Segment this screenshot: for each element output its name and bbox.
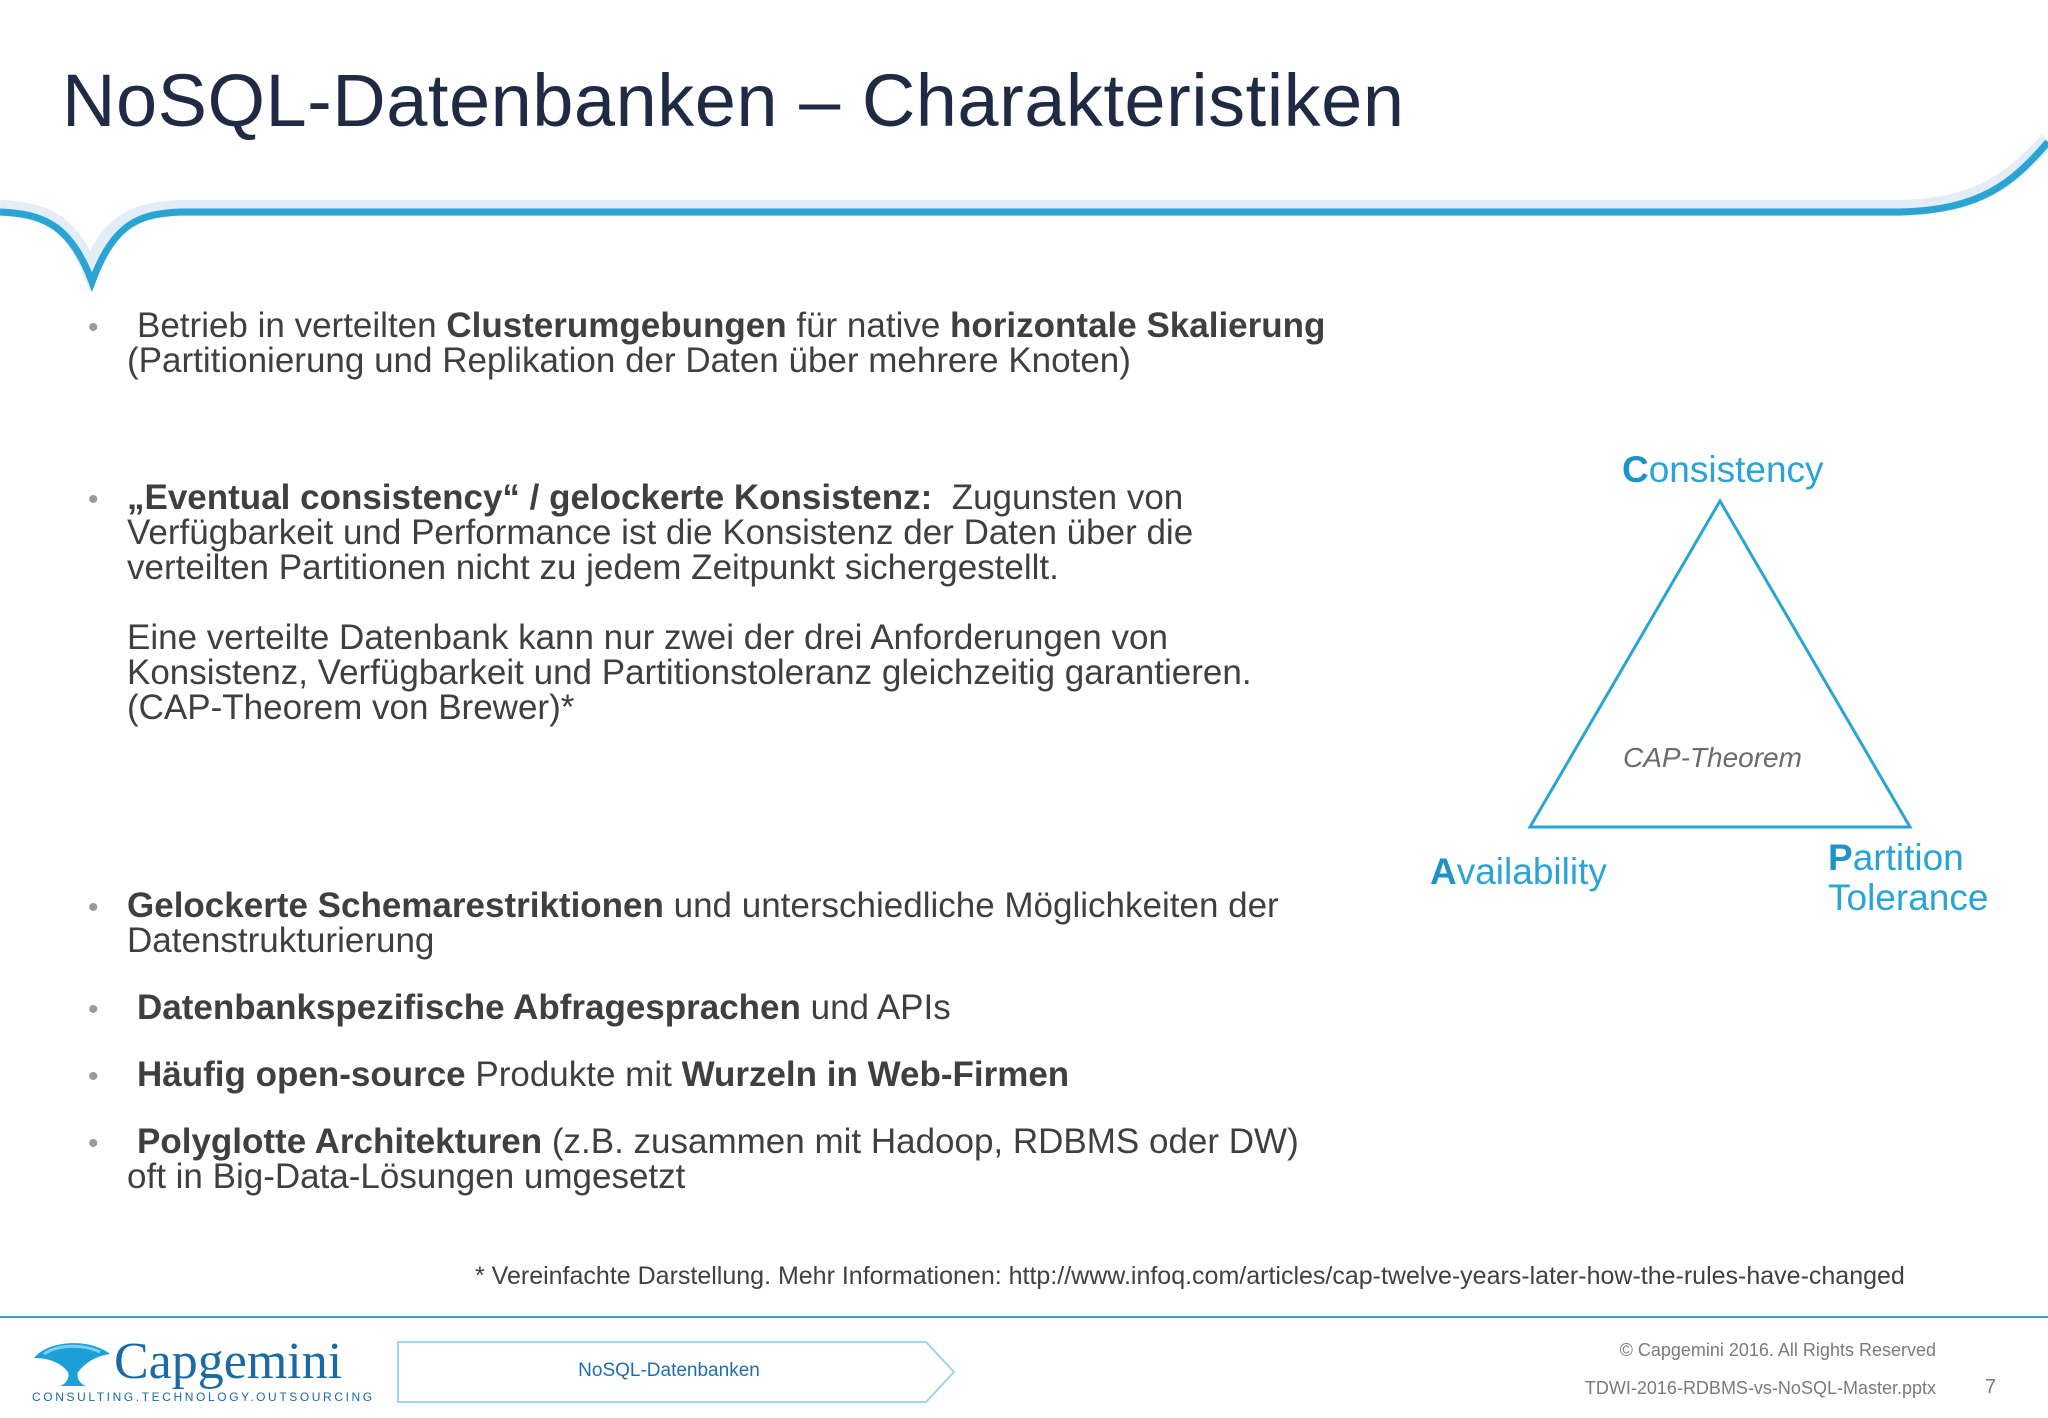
- bullet-text: für native: [786, 306, 951, 345]
- bullet-dot: •: [88, 1060, 99, 1093]
- bullet-text: und APIs: [800, 988, 951, 1027]
- bullet-bold-text: Clusterumgebungen: [446, 306, 787, 345]
- cap-label-rest: artition: [1852, 837, 1964, 878]
- bullet-line: Konsistenz, Verfügbarkeit und Partitionstoleranz gleichzeitig garantieren.: [127, 653, 1252, 692]
- bullet-line: [127, 1124, 1467, 1159]
- bullet-line: Eine verteilte Datenbank kann nur zwei der drei Anforderungen von: [127, 618, 1168, 657]
- capgemini-spade-icon: [30, 1332, 114, 1388]
- bullet-item: [88, 888, 1467, 958]
- bullet-line: (CAP-Theorem von Brewer)*: [127, 688, 575, 727]
- cap-label-rest: onsistency: [1648, 449, 1824, 490]
- bullet-paragraph: [127, 620, 1252, 725]
- bullet-line: oft in Big-Data-Lösungen umgesetzt: [127, 1157, 686, 1196]
- cap-initial: C: [1622, 449, 1649, 490]
- bullet-line: (Partitionierung und Replikation der Daten über mehrere Knoten): [127, 341, 1131, 380]
- bullet-list: [88, 306, 1428, 1196]
- bullet-line: verteilten Partitionen nicht zu jedem Zeitpunkt sichergestellt.: [127, 548, 1059, 587]
- bullet-dot: •: [88, 993, 99, 1026]
- bullet-dot: •: [88, 311, 99, 344]
- footer-section-label: NoSQL-Datenbanken: [578, 1360, 760, 1381]
- copyright-text: © Capgemini 2016. All Rights Reserved: [1619, 1340, 1936, 1360]
- bullet-bold-text: Datenbankspezifische Abfragesprachen: [137, 988, 801, 1027]
- cap-availability-label: [1430, 852, 1607, 892]
- cap-initial: P: [1828, 837, 1853, 878]
- bullet-dot: •: [88, 891, 99, 924]
- bullet-item: [88, 1124, 1467, 1194]
- bullet-bold-text: Gelockerte Schemarestriktionen: [127, 886, 664, 925]
- bullet-item: [88, 308, 1428, 378]
- cap-partition-line1: [1828, 838, 1988, 878]
- bullet-text: Betrieb in verteilten: [137, 306, 447, 345]
- bullet-item: [88, 480, 1467, 585]
- footer-divider: [0, 1316, 2048, 1318]
- bullet-item: [88, 990, 1467, 1025]
- cap-label-rest: vailability: [1456, 851, 1607, 892]
- cap-partition-label: [1828, 838, 1988, 918]
- bullet-text: und unterschiedliche Möglichkeiten der: [663, 886, 1279, 925]
- cap-consistency-label: [1622, 450, 1824, 490]
- logo-wordmark: Capgemini: [114, 1333, 343, 1390]
- cap-initial: A: [1430, 851, 1457, 892]
- bullet-line: [127, 308, 1428, 343]
- bullet-dot: •: [88, 483, 99, 516]
- file-name-text: TDWI-2016-RDBMS-vs-NoSQL-Master.pptx: [1584, 1378, 1936, 1398]
- capgemini-logo: [28, 1328, 375, 1410]
- bullet-text: (z.B. zusammen mit Hadoop, RDBMS oder DW): [542, 1122, 1299, 1161]
- bullet-text: Produkte mit: [465, 1055, 682, 1094]
- cap-triangle: [1530, 501, 1910, 827]
- bullet-line: [127, 990, 1467, 1025]
- bullet-line: [127, 888, 1467, 923]
- bullet-bold-text: „Eventual consistency“ / gelockerte Konsistenz:: [127, 478, 933, 517]
- bullet-line: Datenstrukturierung: [127, 921, 435, 960]
- bullet-dot: •: [88, 1127, 99, 1160]
- bullet-bold-text: Häufig open-source: [137, 1055, 466, 1094]
- bullet-bold-text: Polyglotte Architekturen: [137, 1122, 543, 1161]
- slide-title: NoSQL-Datenbanken – Charakteristiken: [62, 59, 1405, 142]
- logo-tagline: CONSULTING.TECHNOLOGY.OUTSOURCING: [32, 1390, 375, 1404]
- bullet-bold-text: Wurzeln in Web-Firmen: [681, 1055, 1070, 1094]
- bullet-line: Verfügbarkeit und Performance ist die Konsistenz der Daten über die: [127, 513, 1194, 552]
- cap-theorem-label: CAP-Theorem: [1623, 742, 1802, 773]
- bullet-item: [88, 1057, 1467, 1092]
- bullet-text: Zugunsten von: [932, 478, 1184, 517]
- footnote: * Vereinfachte Darstellung. Mehr Informationen: http://www.infoq.com/articles/cap-twelve-years-later-how-the-rules-have-changed: [475, 1262, 1905, 1290]
- cap-partition-line2: Tolerance: [1828, 877, 1989, 918]
- bullet-bold-text: horizontale Skalierung: [950, 306, 1326, 345]
- page-number: 7: [1985, 1376, 1997, 1398]
- bullet-line: [127, 1057, 1467, 1092]
- header-wave-decoration: [0, 0, 2048, 320]
- bullet-line: [127, 480, 1467, 515]
